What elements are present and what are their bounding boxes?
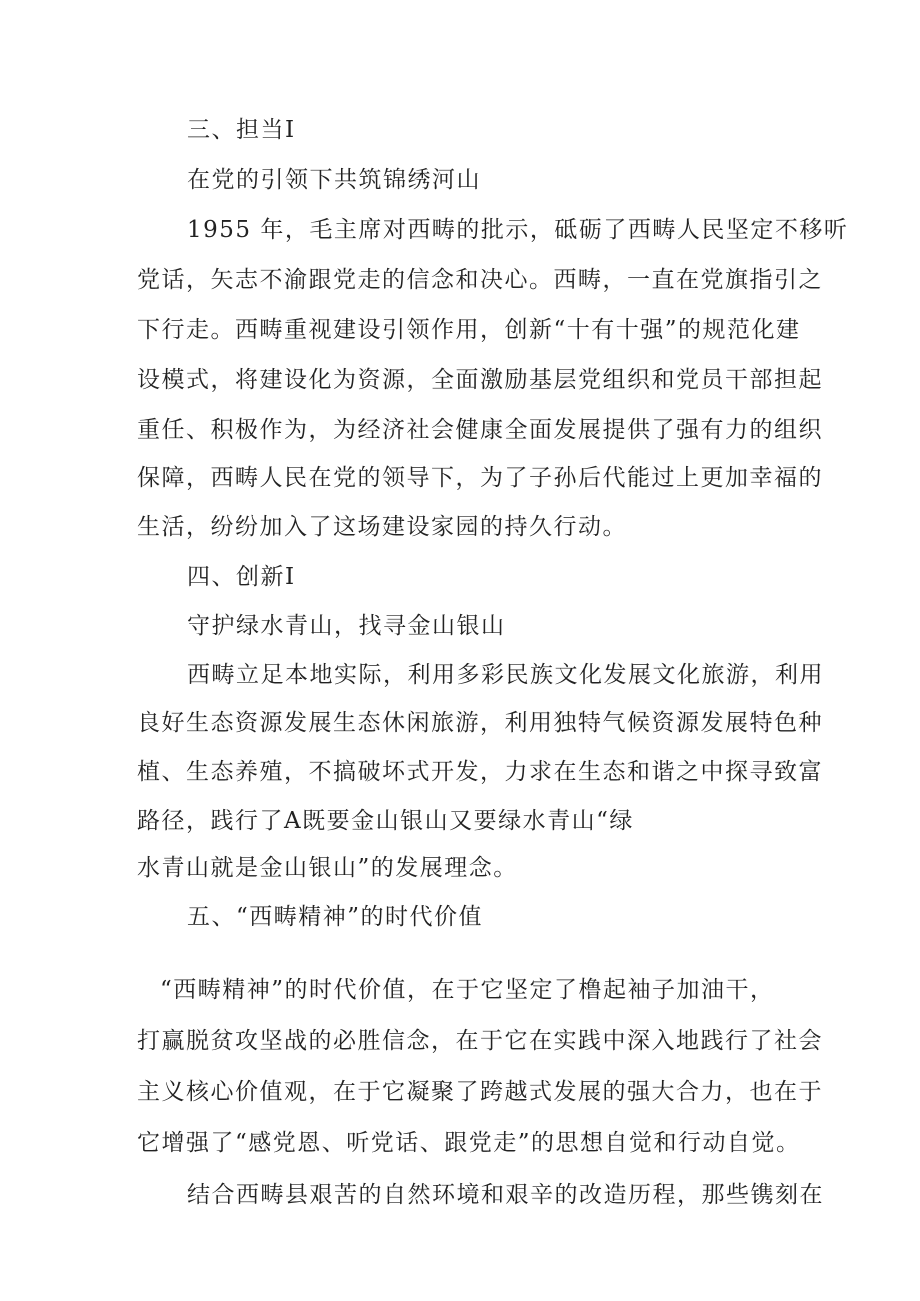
paragraph-line: 良好生态资源发展生态休闲旅游，利用独特气候资源发展特色种 (137, 710, 823, 736)
paragraph-line: 西畴立足本地实际，利用多彩民族文化发展文化旅游，利用 (187, 662, 824, 688)
paragraph-line: 重任、积极作为，为经济社会健康全面发展提供了强有力的组织 (137, 417, 823, 443)
paragraph-line: 结合西畴县艰苦的自然环境和艰辛的改造历程，那些镌刻在 (187, 1182, 824, 1208)
paragraph-line: “西畴精神”的时代价值，在于它坚定了橹起袖子加油干， (160, 977, 775, 1003)
paragraph-line: 水青山就是金山银山”的发展理念。 (137, 855, 518, 881)
paragraph-line: 设模式，将建设化为资源，全面激励基层党组织和党员干部担起 (137, 367, 823, 393)
section-4-heading: 四、创新Ⅰ (187, 564, 296, 590)
paragraph-line: 保障，西畴人民在党的领导下，为了子孙后代能过上更加幸福的 (137, 465, 823, 491)
paragraph-line: 路径，践行了A既要金山银山又要绿水青山“绿 (137, 808, 634, 834)
paragraph-line: 打赢脱贫攻坚战的必胜信念，在于它在实践中深入地践行了社会 (137, 1028, 823, 1054)
section-4-subheading: 守护绿水青山，找寻金山银山 (187, 613, 506, 639)
section-3-subheading: 在党的引领下共筑锦绣河山 (187, 167, 481, 193)
paragraph-line: 植、生态养殖，不搞破坏式开发，力求在生态和谐之中探寻致富 (137, 759, 823, 785)
paragraph-line: 它增强了“感党恩、听党话、跟党走”的思想自觉和行动自觉。 (137, 1130, 801, 1156)
paragraph-line: 主义核心价值观，在于它凝聚了跨越式发展的强大合力，也在于 (137, 1079, 823, 1105)
paragraph-line: 1955 年，毛主席对西畴的批示，砥砺了西畴人民坚定不移听 (187, 217, 849, 243)
paragraph-line: 党话，矢志不渝跟党走的信念和决心。西畴，一直在党旗指引之 (137, 267, 823, 293)
paragraph-line: 生活，纷纷加入了这场建设家园的持久行动。 (137, 514, 627, 540)
section-5-heading: 五、“西畴精神”的时代价值 (187, 904, 484, 930)
section-3-heading: 三、担当Ⅰ (187, 117, 296, 143)
paragraph-line: 下行走。西畴重视建设引领作用，创新“十有十强”的规范化建 (137, 317, 801, 343)
